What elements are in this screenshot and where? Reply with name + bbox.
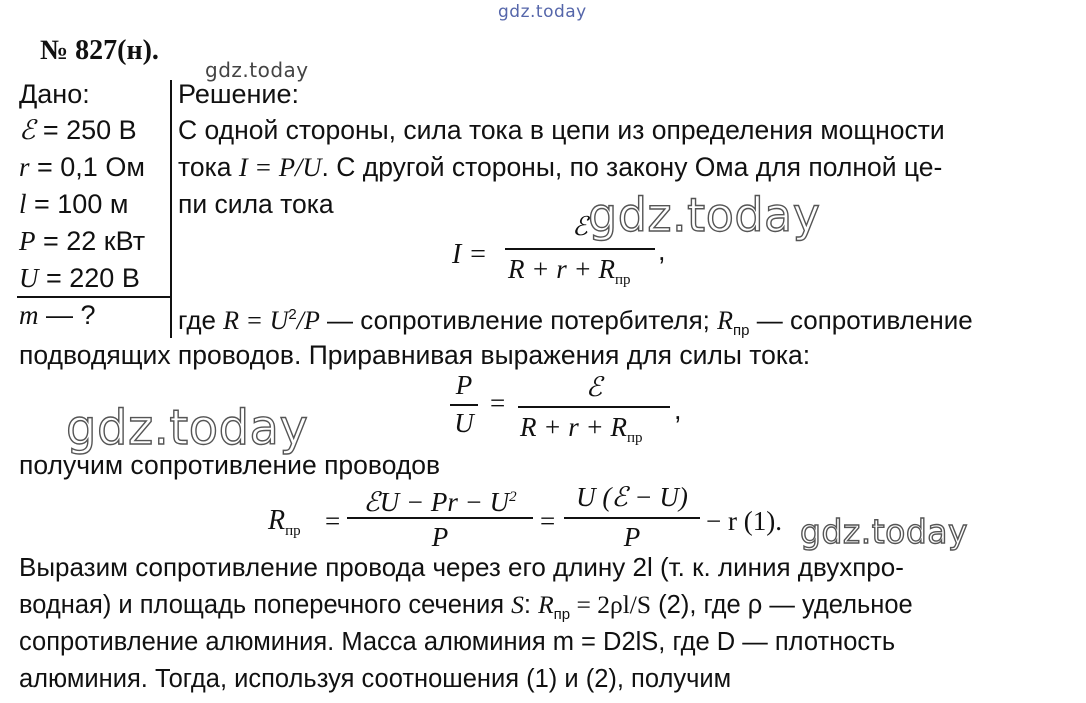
eq1-lhs: I =: [452, 239, 488, 270]
line-text: — сопротивление: [749, 305, 973, 335]
eq2-left-fraction-bar: [450, 404, 478, 406]
line-text: . С другой стороны, по закону Ома для полной це-: [321, 152, 943, 182]
inline-symbol: R: [717, 306, 734, 335]
find-text: — ?: [38, 300, 96, 330]
given-vertical-divider: [170, 80, 172, 338]
line-text: тока: [178, 152, 239, 182]
line-text: где: [178, 305, 224, 335]
eq3-equals-1: =: [325, 506, 341, 536]
inline-formula: R = U: [223, 306, 289, 335]
given-item-symbol: P: [19, 226, 36, 256]
given-heading: Дано:: [19, 79, 90, 109]
given-item-emf: [19, 115, 137, 145]
eq2-den-text: R + r + R: [520, 412, 627, 442]
eq2-denominator: [520, 412, 642, 453]
eq1-denominator: [508, 254, 630, 295]
solution-line-5: подводящих проводов. Приравнивая выражения для силы тока:: [19, 340, 811, 370]
eq2-den-sub: пр: [626, 430, 643, 446]
given-item-value: = 220 В: [38, 263, 140, 293]
eq3-denominator-2: P: [623, 522, 641, 552]
given-item-voltage: [19, 263, 140, 293]
inline-formula: /P: [296, 306, 320, 335]
eq3-num1-text: ℰU − Pr − U: [363, 487, 510, 517]
line-text: водная) и площадь поперечного сечения: [19, 591, 512, 619]
given-divider: [17, 296, 172, 298]
eq3-equals-2: =: [540, 506, 556, 536]
eq3-denominator-1: P: [431, 522, 449, 552]
eq2-left-denominator: U: [454, 408, 474, 438]
find-symbol: m: [19, 300, 39, 330]
inline-formula: = 2ρl/S: [570, 590, 652, 619]
given-item-resistance: [19, 152, 145, 182]
eq3-numerator-2: U (ℰ − U): [576, 482, 688, 512]
eq3-lhs-text: R: [268, 505, 286, 536]
eq2-left-numerator: P: [455, 370, 473, 400]
eq2-comma: ,: [674, 395, 682, 425]
eq3-fraction-bar-2: [564, 517, 700, 519]
watermark-right: gdz.today: [800, 512, 969, 551]
solution-line-3: пи сила тока: [178, 189, 334, 219]
given-item-value: = 100 м: [26, 189, 129, 219]
solution-line-8: [19, 590, 913, 630]
eq3-numerator-1: [345, 482, 535, 517]
given-item-length: [19, 189, 128, 219]
given-item-value: = 0,1 Ом: [29, 152, 145, 182]
solution-line-10: алюминия. Тогда, используя соотношения (1) и (2), получим: [19, 665, 732, 693]
solution-heading: Решение:: [178, 79, 300, 109]
line-text: :: [523, 591, 539, 619]
eq3-tail: − r (1).: [706, 506, 782, 536]
inline-sub: пр: [553, 606, 571, 623]
inline-symbol: S: [511, 590, 524, 619]
line-text: — сопротивление потербителя;: [319, 305, 718, 335]
watermark-mid-large: gdz.today: [588, 188, 821, 242]
eq1-comma: ,: [658, 236, 666, 266]
given-item-power: [19, 226, 145, 256]
given-item-value: = 250 В: [35, 115, 137, 145]
eq3-num1-sup: 2: [509, 489, 517, 505]
given-item-symbol: r: [19, 152, 30, 182]
inline-formula: I = P/U: [238, 152, 322, 182]
problem-number: № 827(н).: [40, 35, 159, 66]
inline-symbol: R: [538, 590, 554, 619]
solution-line-9: сопротивление алюминия. Масса алюминия m = D2lS, где D — плотность: [19, 628, 896, 656]
watermark-near-title: gdz.today: [205, 58, 309, 82]
eq1-den-sub: пр: [614, 272, 631, 288]
eq2-numerator: ℰ: [585, 372, 603, 402]
given-item-value: = 22 кВт: [35, 226, 146, 256]
eq2-fraction-bar: [518, 406, 670, 408]
find-item: [19, 300, 96, 330]
solution-line-1: С одной стороны, сила тока в цепи из определения мощности: [178, 115, 945, 145]
eq1-fraction-bar: [505, 248, 655, 250]
given-item-symbol: ℰ: [19, 115, 36, 145]
inline-sup: 2: [288, 306, 297, 323]
eq1-den-text: R + r + R: [508, 254, 615, 284]
eq1-numerator: ℰ: [572, 212, 588, 241]
eq2-equals: =: [490, 388, 506, 418]
watermark-left-large: gdz.today: [66, 400, 309, 456]
eq3-fraction-bar-1: [347, 517, 533, 519]
inline-sub: пр: [733, 322, 750, 339]
line-text: (2), где ρ — удельное: [651, 591, 913, 619]
given-item-symbol: l: [19, 189, 27, 219]
eq3-lhs: [268, 506, 301, 546]
solution-line-7: Выразим сопротивление провода через его длину 2l (т. к. линия двухпро-: [19, 552, 904, 582]
given-item-symbol: U: [19, 263, 39, 293]
eq3-lhs-sub: пр: [285, 523, 301, 539]
solution-line-6: получим сопротивление проводов: [19, 450, 441, 480]
watermark-top: gdz.today: [498, 2, 587, 22]
solution-line-2: [178, 152, 942, 182]
